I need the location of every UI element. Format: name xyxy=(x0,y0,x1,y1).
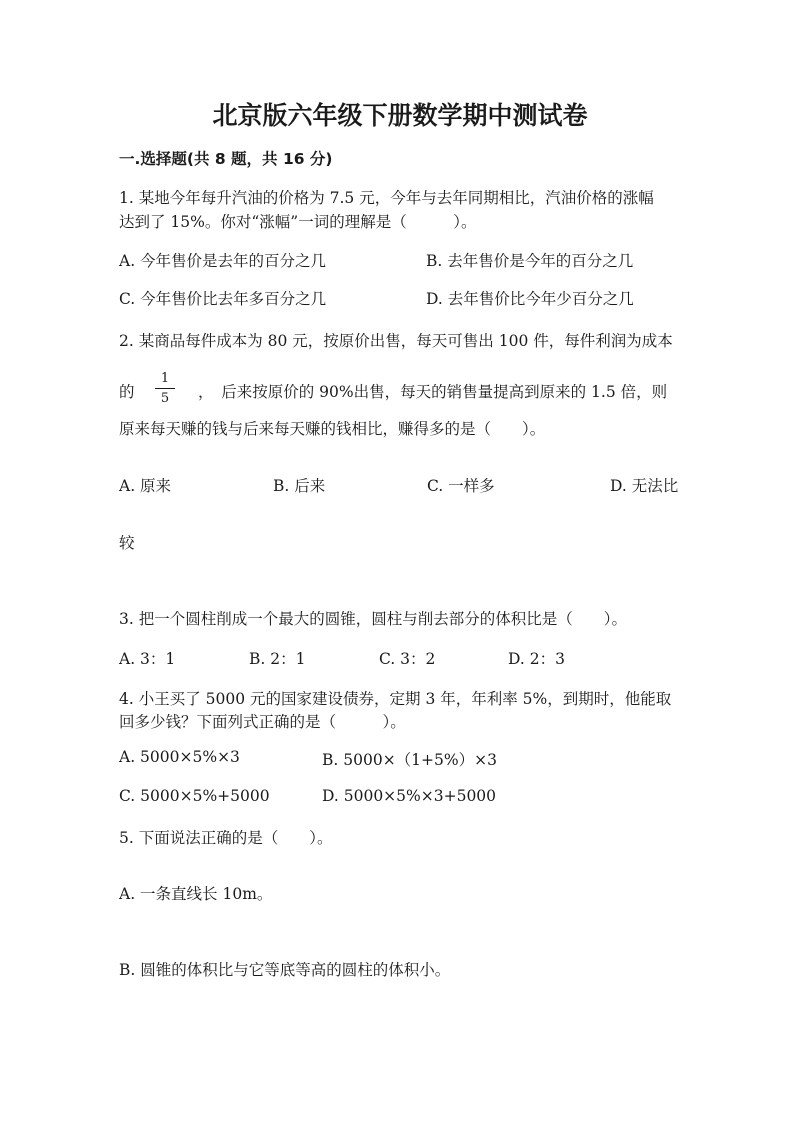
question-3-option-c: C. 3：2 xyxy=(379,650,436,668)
question-2-line-2-end: ， 后来按原价的 90%出售，每天的销售量提高到原来的 1.5 倍，则 xyxy=(198,383,668,401)
question-1-option-a: A. 今年售价是去年的百分之几 xyxy=(119,252,327,270)
question-4-option-a: A. 5000×5%×3 xyxy=(119,748,240,766)
question-1-option-b: B. 去年售价是今年的百分之几 xyxy=(426,252,634,270)
question-3-option-a: A. 3：1 xyxy=(119,650,176,668)
question-2-option-d: D. 无法比 xyxy=(610,477,679,495)
question-5-line-1: 5. 下面说法正确的是（ ）。 xyxy=(119,829,333,847)
question-4-line-2: 回多少钱？下面列式正确的是（ ）。 xyxy=(119,713,406,731)
question-1-option-c: C. 今年售价比去年多百分之几 xyxy=(119,290,327,308)
question-5-option-b: B. 圆锥的体积比与它等底等高的圆柱的体积小。 xyxy=(119,961,451,979)
fraction-numerator: 1 xyxy=(155,370,175,389)
question-2-line-1: 2. 某商品每件成本为 80 元，按原价出售，每天可售出 100 件，每件利润为成本 xyxy=(119,332,673,350)
question-3-option-b: B. 2：1 xyxy=(249,650,306,668)
question-1-line-1: 1. 某地今年每升汽油的价格为 7.5 元，今年与去年同期相比，汽油价格的涨幅 xyxy=(119,189,654,207)
question-4-option-b: B. 5000×（1+5%）×3 xyxy=(322,751,497,769)
question-2-option-c: C. 一样多 xyxy=(427,477,495,495)
section-heading: 一.选择题(共 8 题，共 16 分) xyxy=(119,150,333,168)
question-2-option-a: A. 原来 xyxy=(119,477,172,495)
question-4-option-c: C. 5000×5%+5000 xyxy=(119,787,270,805)
question-1-line-2: 达到了 15%。你对“涨幅”一词的理解是（ ）。 xyxy=(119,213,477,231)
question-2-option-d-wrap: 较 xyxy=(119,534,135,552)
question-2-line-2-start: 的 xyxy=(119,383,135,401)
question-2-line-3: 原来每天赚的钱与后来每天赚的钱相比，赚得多的是（ ）。 xyxy=(119,420,546,438)
question-4-line-1: 4. 小王买了 5000 元的国家建设债券，定期 3 年，年利率 5%，到期时，他能取 xyxy=(119,690,672,708)
question-1-option-d: D. 去年售价比今年少百分之几 xyxy=(426,290,634,308)
fraction-one-fifth xyxy=(155,370,175,407)
question-3-option-d: D. 2：3 xyxy=(508,650,565,668)
question-5-option-a: A. 一条直线长 10m。 xyxy=(119,885,273,903)
fraction-denominator: 5 xyxy=(160,391,170,406)
page-title: 北京版六年级下册数学期中测试卷 xyxy=(212,101,588,130)
question-4-option-d: D. 5000×5%×3+5000 xyxy=(322,787,497,805)
question-3-line-1: 3. 把一个圆柱削成一个最大的圆锥，圆柱与削去部分的体积比是（ ）。 xyxy=(119,610,627,628)
question-2-option-b: B. 后来 xyxy=(273,477,326,495)
